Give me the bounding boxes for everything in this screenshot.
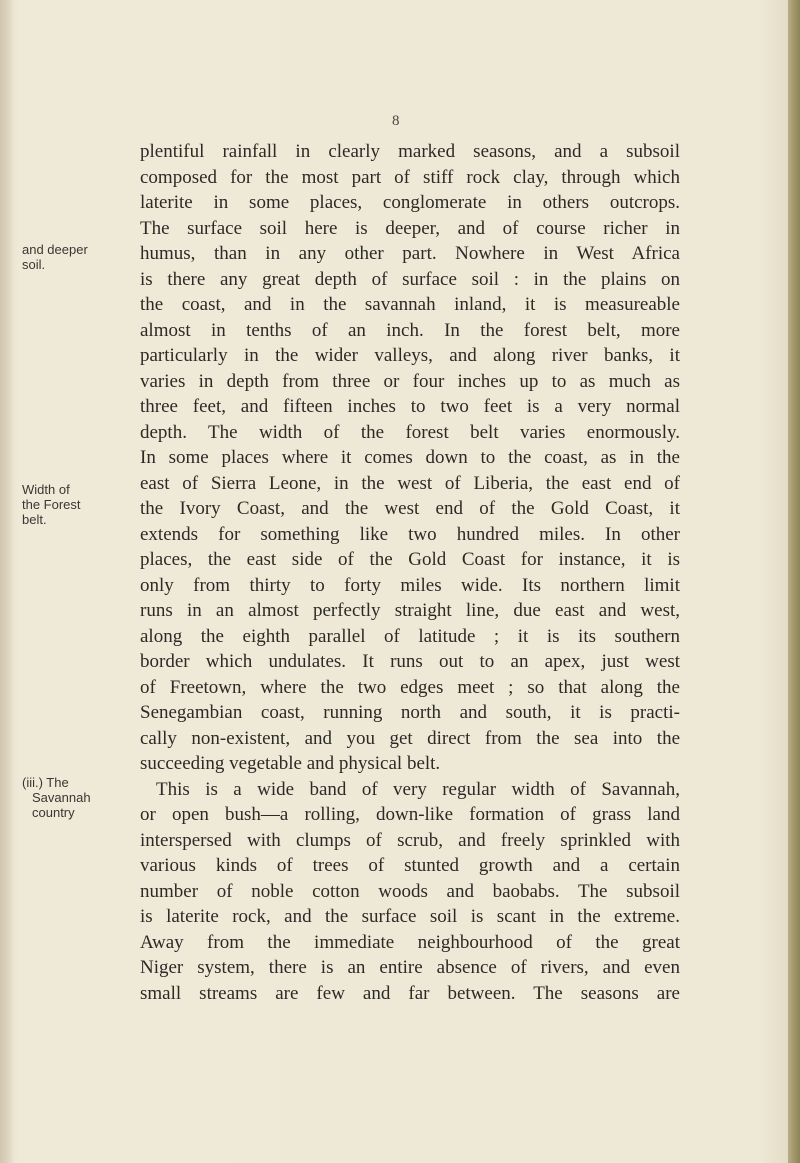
sidenote-line: and deeper [22,242,88,257]
text-line: varies in depth from three or four inches up to as much as [140,370,680,392]
text-line: border which undulates. It runs out to an apex, just west [140,651,680,672]
text-line: runs in an almost perfectly straight line, due east and west, [140,600,680,621]
sidenote-line: Savannah [32,790,91,805]
text-line: Niger system, there is an entire absence of rivers, and even [140,957,680,978]
text-line: is laterite rock, and the surface soil is scant in the extreme. [140,906,680,927]
text-line: extends for something like two hundred miles. In other [140,523,680,545]
text-line: places, the east side of the Gold Coast for instance, it is [140,549,680,570]
text-line: of Freetown, where the two edges meet ; so that along the [140,676,680,698]
text-line: interspersed with clumps of scrub, and freely sprinkled with [140,829,680,851]
page-number: 8 [392,113,400,129]
text-line: laterite in some places, conglomerate in others outcrops. [140,192,680,213]
text-line: particularly in the wider valleys, and along river banks, it [140,345,680,366]
text-line: cally non-existent, and you get direct from the sea into the [140,727,680,749]
text-line: humus, than in any other part. Nowhere in West Africa [140,243,680,264]
text-line: various kinds of trees of stunted growth and a certain [140,855,680,876]
text-line: the Ivory Coast, and the west end of the Gold Coast, it [140,498,680,519]
body-text [140,139,680,1006]
text-line: Away from the immediate neighbourhood of the great [140,931,680,953]
text-line: along the eighth parallel of latitude ; it is its southern [140,625,680,647]
text-line: is there any great depth of surface soil : in the plains on [140,268,680,290]
text-line: or open bush—a rolling, down-like formation of grass land [140,804,680,825]
sidenote-line: belt. [22,512,47,527]
text-line: number of noble cotton woods and baobabs. The subsoil [140,880,680,902]
sidenote-line: Width of [22,482,70,497]
text-line: Senegambian coast, running north and south, it is practi- [140,702,680,723]
sidenote-savannah [22,775,132,820]
sidenote-line: (iii.) The [22,775,69,790]
text-line: small streams are few and far between. The seasons are [140,982,680,1004]
text-line: almost in tenths of an inch. In the forest belt, more [140,319,680,341]
sidenote-line: soil. [22,257,46,272]
text-line: In some places where it comes down to the coast, as in the [140,447,680,468]
page-edge [788,0,800,1163]
text-line: the coast, and in the savannah inland, it is measureable [140,294,680,315]
text-line: only from thirty to forty miles wide. Its northern limit [140,574,680,596]
text-line: three feet, and fifteen inches to two feet is a very normal [140,396,680,417]
sidenote-line: the Forest [22,497,81,512]
text-line: depth. The width of the forest belt varies enormously. [140,421,680,443]
page-binding-shadow [0,0,14,1163]
sidenote-line: country [32,805,75,820]
text-line: The surface soil here is deeper, and of course richer in [140,217,680,239]
text-line: succeeding vegetable and physical belt. [140,753,441,774]
text-line: east of Sierra Leone, in the west of Liberia, the east end of [140,472,680,494]
sidenote-forest-width [22,482,132,527]
text-line: composed for the most part of stiff rock clay, through which [140,166,680,188]
text-line: plentiful rainfall in clearly marked seasons, and a subsoil [140,141,680,162]
text-line: This is a wide band of very regular width of Savannah, [156,778,680,800]
sidenote-deeper-soil [22,242,132,272]
